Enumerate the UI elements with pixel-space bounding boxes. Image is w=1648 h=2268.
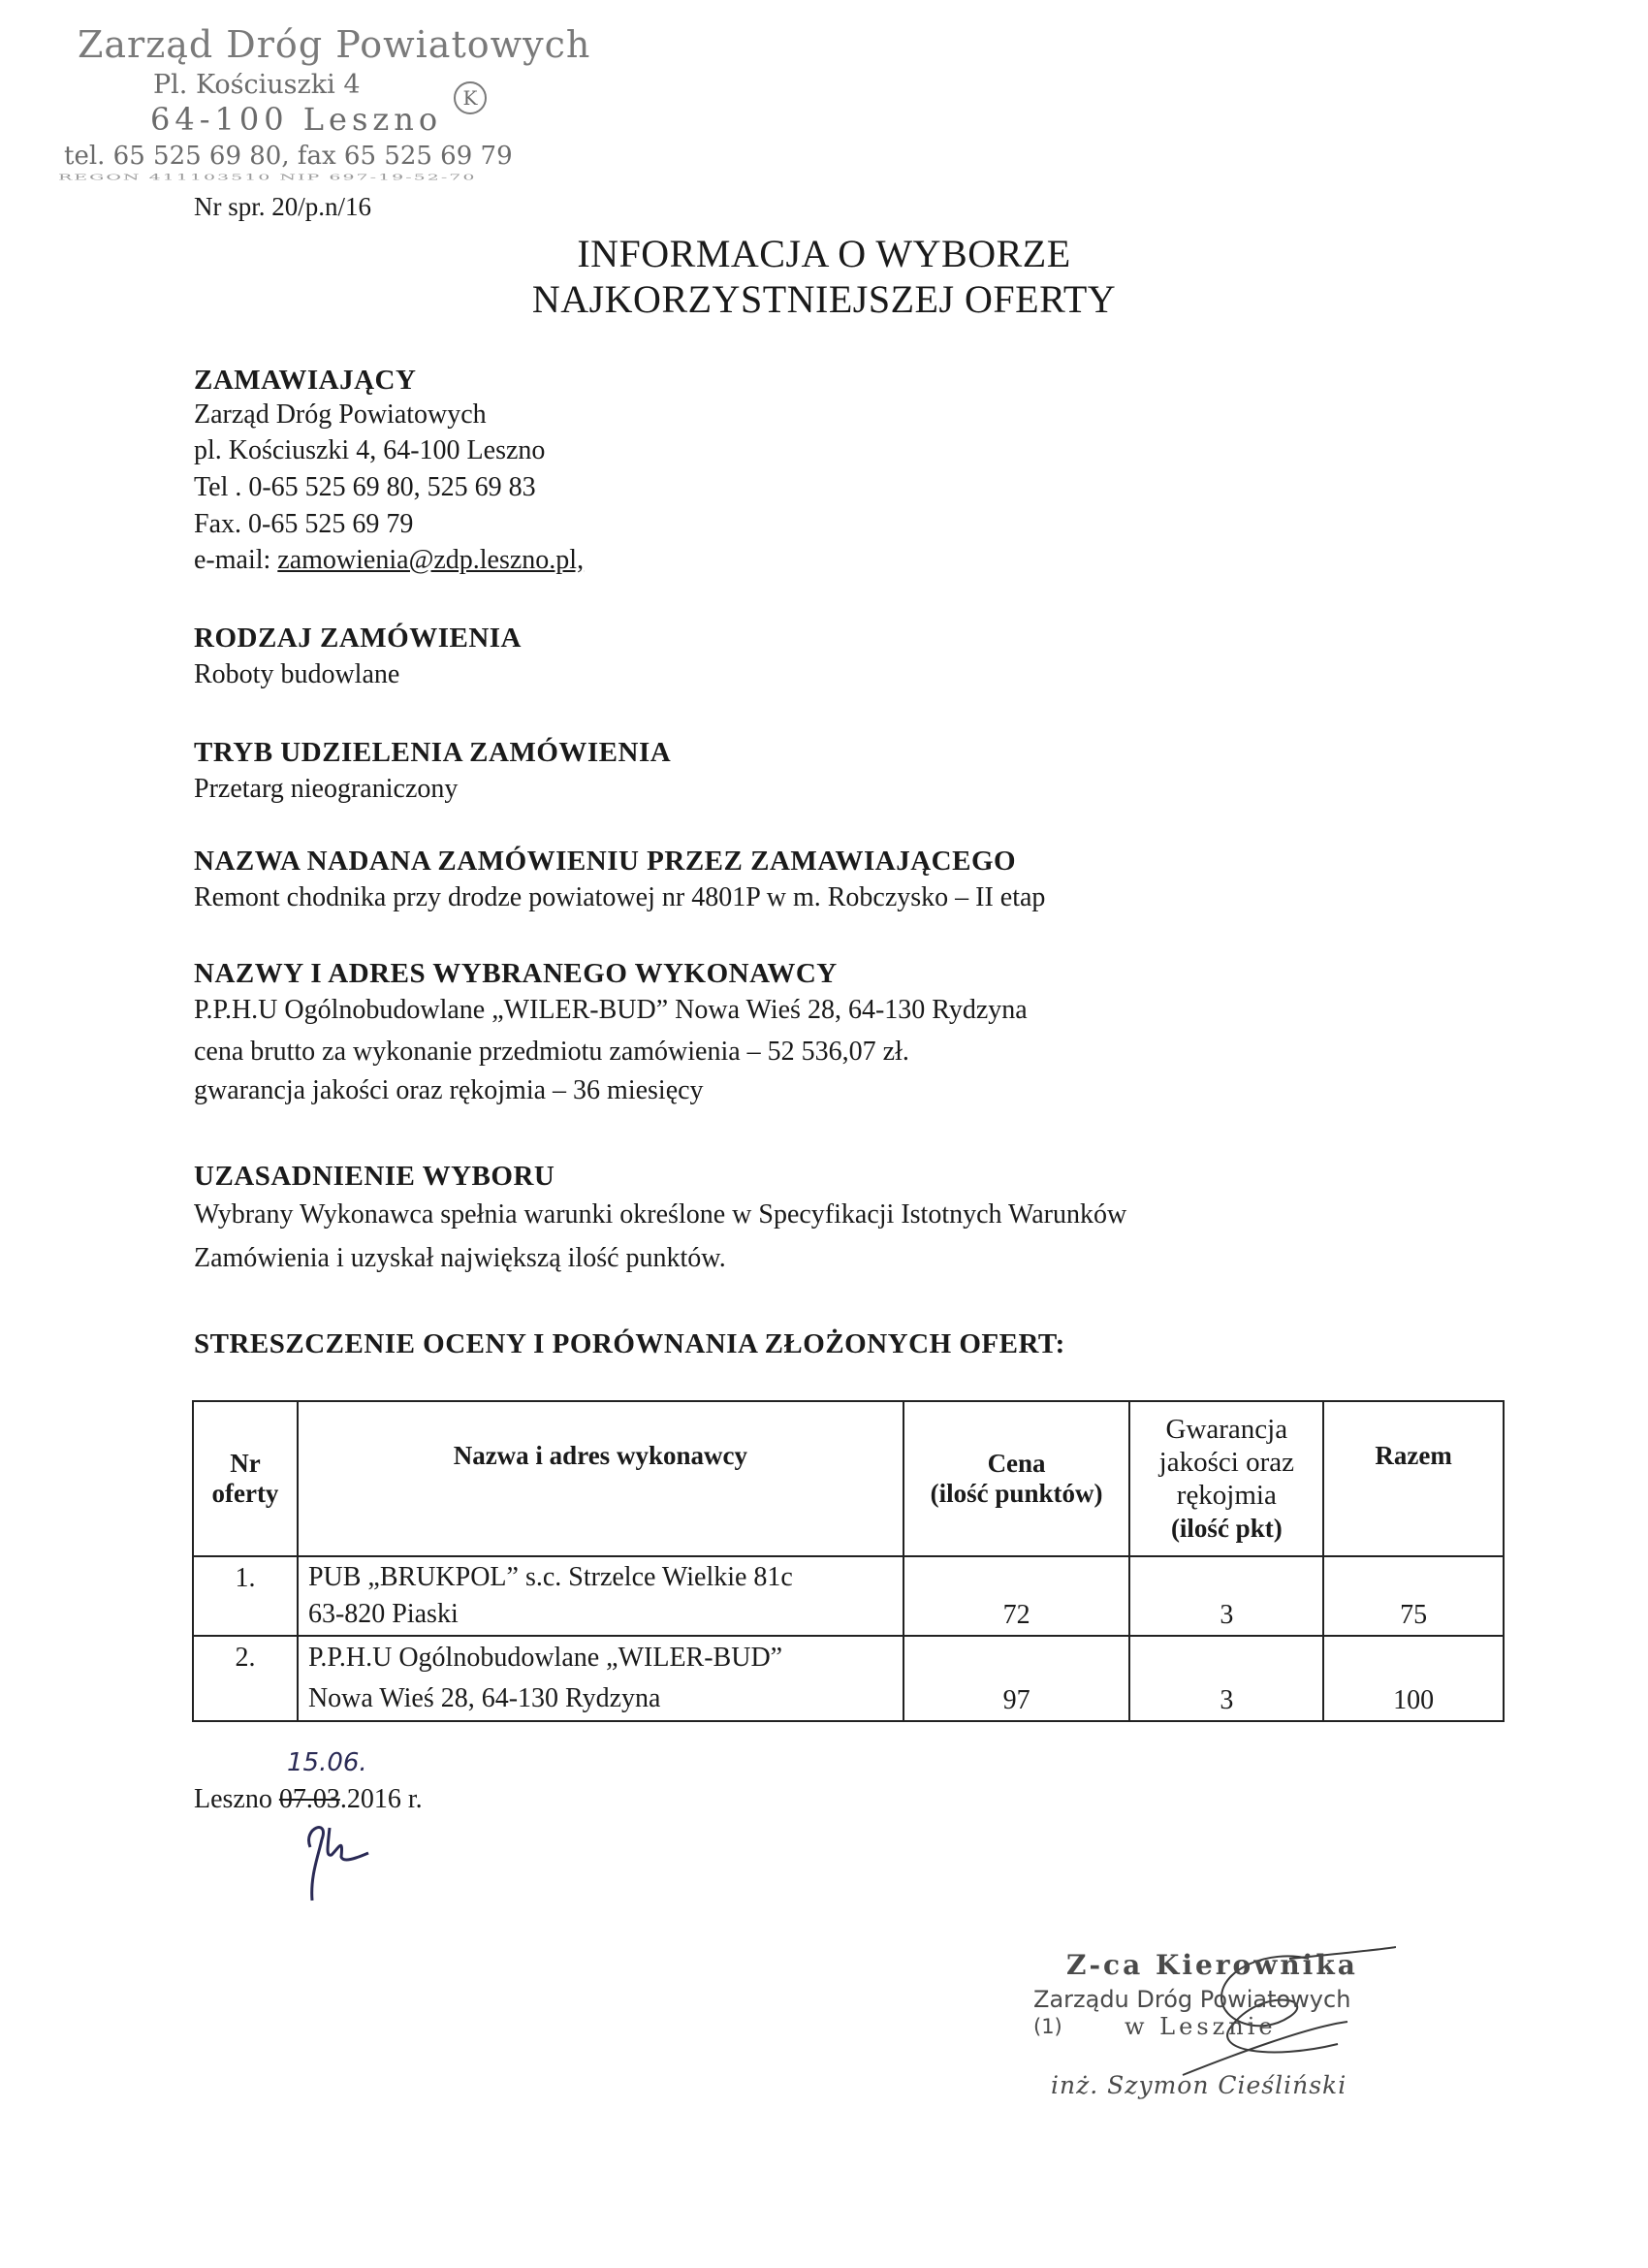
contracting-authority-address: pl. Kościuszki 4, 64-100 Leszno (194, 435, 546, 465)
section-heading-nazwa: NAZWA NADANA ZAMÓWIENIU PRZEZ ZAMAWIAJĄCEGO (194, 846, 1017, 877)
contracting-authority-email (194, 545, 584, 576)
document-title-line-1: INFORMACJA O WYBORZE (577, 232, 1071, 275)
signature-title: Z-ca Kierownika (1066, 1949, 1358, 1981)
contractor-name-address: P.P.H.U Ogólnobudowlane „WILER-BUD” Nowa Wieś 28, 64-130 Rydzyna (194, 995, 1028, 1025)
signature-office: Zarządu Dróg Powiatowych (1033, 1986, 1351, 2013)
row-2-name-line-2: Nowa Wieś 28, 64-130 Rydzyna (307, 1683, 661, 1713)
header-gw-line-4: (ilość pkt) (1170, 1514, 1283, 1543)
offers-comparison-table (192, 1400, 1505, 1722)
row-2-gwarancja: 3 (1129, 1636, 1323, 1721)
signature-number: (1) (1033, 2015, 1062, 2038)
row-1-cena: 72 (903, 1556, 1130, 1636)
document-title-line-2: NAJKORZYSTNIEJSZEJ OFERTY (531, 277, 1117, 321)
header-gw-line-2: jakości oraz (1158, 1447, 1294, 1478)
email-link[interactable]: zamowienia@zdp.leszno.pl, (277, 545, 585, 575)
row-2-nr: 2. (193, 1636, 298, 1721)
contractor-warranty: gwarancja jakości oraz rękojmia – 36 miesięcy (194, 1075, 704, 1105)
contracting-authority-fax: Fax. 0-65 525 69 79 (194, 509, 414, 539)
row-1-name-line-2: 63-820 Piaski (307, 1599, 459, 1629)
header-razem: Razem (1323, 1401, 1504, 1556)
signature-city: w Lesznie (1125, 2013, 1277, 2040)
contractor-price: cena brutto za wykonanie przedmiotu zamówienia – 52 536,07 zł. (194, 1037, 909, 1067)
header-cena-line-1: Cena (987, 1449, 1046, 1478)
justification-line-1: Wybrany Wykonawca spełnia warunki określone w Specyfikacji Istotnych Warunków (194, 1199, 1127, 1230)
place-and-date (194, 1784, 423, 1815)
section-heading-rodzaj: RODZAJ ZAMÓWIENIA (194, 623, 522, 654)
stamp-line-5: REGON 411103510 NIP 697-19-52-70 (58, 173, 477, 182)
stamp-line-3: 64-100 Leszno (150, 101, 443, 138)
handwritten-initials (301, 1818, 378, 1905)
handwritten-date-correction: 15.06. (287, 1748, 367, 1777)
section-heading-zamawiajacy: ZAMAWIAJĄCY (194, 365, 417, 396)
row-1-nr: 1. (193, 1556, 298, 1636)
stamp-line-2: Pl. Kościuszki 4 (153, 70, 361, 100)
header-gwarancja (1129, 1401, 1323, 1556)
row-2-name-line-1: P.P.H.U Ogólnobudowlane „WILER-BUD” (307, 1643, 783, 1673)
section-heading-streszczenie: STRESZCZENIE OCENY I PORÓWNANIA ZŁOŻONYCH OFERT: (194, 1328, 1065, 1359)
email-label: e-mail: (194, 545, 278, 575)
row-1-razem: 75 (1323, 1556, 1504, 1636)
justification-line-2: Zamówienia i uzyskał największą ilość punktów. (194, 1243, 726, 1273)
header-cena (903, 1401, 1130, 1556)
row-1-name-line-1: PUB „BRUKPOL” s.c. Strzelce Wielkie 81c (307, 1562, 793, 1592)
contracting-authority-tel: Tel . 0-65 525 69 80, 525 69 83 (194, 472, 536, 502)
row-1-name (298, 1556, 903, 1636)
header-nr-oferty (193, 1401, 298, 1556)
contracting-authority-name: Zarząd Dróg Powiatowych (194, 399, 487, 430)
header-nazwa: Nazwa i adres wykonawcy (298, 1401, 903, 1556)
stamp-line-1: Zarząd Dróg Powiatowych (78, 23, 591, 66)
section-heading-uzasadnienie: UZASADNIENIE WYBORU (194, 1161, 555, 1192)
table-row (193, 1636, 1504, 1721)
stamp-mark: K (454, 81, 487, 114)
date-year: .2016 r. (339, 1784, 423, 1814)
section-heading-tryb: TRYB UDZIELENIA ZAMÓWIENIA (194, 737, 672, 768)
row-2-name (298, 1636, 903, 1721)
procedure-value: Przetarg nieograniczony (194, 774, 459, 804)
header-cena-line-2: (ilość punktów) (930, 1479, 1103, 1508)
table-row (193, 1556, 1504, 1636)
order-name-value: Remont chodnika przy drodze powiatowej nr 4801P w m. Robczysko – II etap (194, 882, 1046, 912)
section-heading-wykonawca: NAZWY I ADRES WYBRANEGO WYKONAWCY (194, 958, 838, 989)
struck-date: 07.03 (278, 1784, 340, 1814)
row-1-gwarancja: 3 (1129, 1556, 1323, 1636)
header-nr-line-2: oferty (211, 1479, 279, 1508)
header-gw-line-3: rękojmia (1176, 1480, 1277, 1511)
signature-person: inż. Szymon Cieśliński (1051, 2071, 1347, 2099)
order-type-value: Roboty budowlane (194, 659, 400, 689)
stamp-line-4: tel. 65 525 69 80, fax 65 525 69 79 (64, 142, 513, 171)
header-gw-line-1: Gwarancja (1165, 1414, 1288, 1445)
case-number: Nr spr. 20/p.n/16 (194, 192, 372, 221)
row-2-cena: 97 (903, 1636, 1130, 1721)
header-nr-line-1: Nr (230, 1449, 261, 1478)
place-name: Leszno (194, 1784, 279, 1814)
table-header-row (193, 1401, 1504, 1556)
row-2-razem: 100 (1323, 1636, 1504, 1721)
